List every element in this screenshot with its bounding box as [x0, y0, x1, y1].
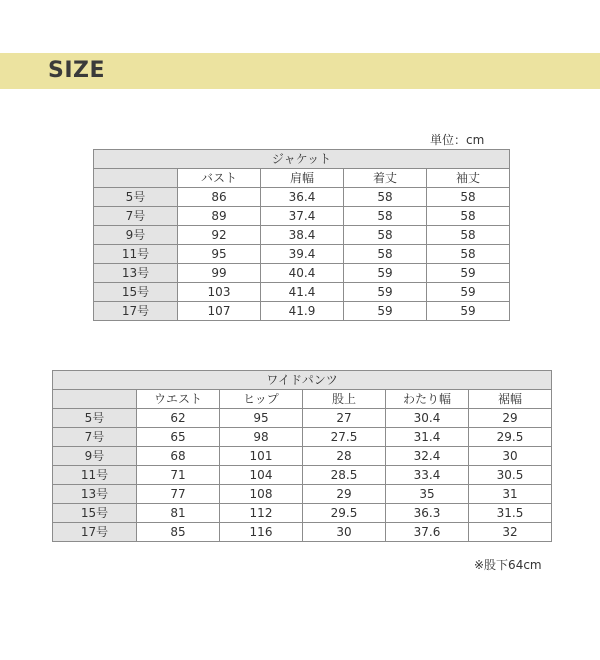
table-cell: 41.9: [261, 302, 344, 321]
table-cell: 41.4: [261, 283, 344, 302]
table-cell: 86: [178, 188, 261, 207]
table-cell: 32.4: [386, 447, 469, 466]
table-cell: 59: [427, 264, 510, 283]
row-header: 5号: [53, 409, 137, 428]
column-header: 股上: [303, 390, 386, 409]
table-cell: 31: [469, 485, 552, 504]
unit-label: 単位：cm: [430, 133, 485, 147]
jacket-size-table: [93, 149, 510, 321]
table-row: [53, 409, 552, 428]
row-header: 5号: [94, 188, 178, 207]
table-cell: 30: [303, 523, 386, 542]
row-header: 17号: [94, 302, 178, 321]
table-cell: 116: [220, 523, 303, 542]
table-cell: 104: [220, 466, 303, 485]
table-cell: 30.5: [469, 466, 552, 485]
table-cell: 71: [137, 466, 220, 485]
table-cell: 89: [178, 207, 261, 226]
table-cell: 58: [427, 245, 510, 264]
table-cell: 59: [344, 283, 427, 302]
table-row: [94, 207, 510, 226]
table-cell: 59: [344, 264, 427, 283]
table-row: [94, 264, 510, 283]
table-cell: 77: [137, 485, 220, 504]
row-header: 13号: [53, 485, 137, 504]
table-cell: 36.4: [261, 188, 344, 207]
table-cell: 40.4: [261, 264, 344, 283]
row-header: 11号: [94, 245, 178, 264]
size-banner: [0, 53, 600, 89]
table-cell: 58: [427, 226, 510, 245]
table-row: [94, 283, 510, 302]
table-cell: 99: [178, 264, 261, 283]
column-header: 着丈: [344, 169, 427, 188]
table-cell: 28.5: [303, 466, 386, 485]
table-cell: 59: [344, 302, 427, 321]
inseam-note: ※股下64cm: [474, 558, 542, 572]
table-corner-cell: [94, 169, 178, 188]
table-cell: 28: [303, 447, 386, 466]
table-cell: 95: [220, 409, 303, 428]
table-row: [53, 523, 552, 542]
row-header: 7号: [94, 207, 178, 226]
table-cell: 29: [469, 409, 552, 428]
jacket-table-caption: ジャケット: [94, 150, 510, 169]
table-cell: 59: [427, 302, 510, 321]
column-header: 裾幅: [469, 390, 552, 409]
table-cell: 58: [344, 207, 427, 226]
table-cell: 58: [344, 188, 427, 207]
table-cell: 58: [344, 226, 427, 245]
table-cell: 31.4: [386, 428, 469, 447]
table-row: [53, 466, 552, 485]
table-cell: 92: [178, 226, 261, 245]
table-cell: 37.6: [386, 523, 469, 542]
table-cell: 29.5: [303, 504, 386, 523]
table-row: [53, 504, 552, 523]
table-cell: 95: [178, 245, 261, 264]
column-header: バスト: [178, 169, 261, 188]
row-header: 7号: [53, 428, 137, 447]
table-cell: 62: [137, 409, 220, 428]
table-cell: 58: [344, 245, 427, 264]
table-cell: 31.5: [469, 504, 552, 523]
table-cell: 85: [137, 523, 220, 542]
table-row: [94, 226, 510, 245]
row-header: 15号: [53, 504, 137, 523]
pants-size-table: [52, 370, 552, 542]
table-cell: 108: [220, 485, 303, 504]
table-row: [94, 188, 510, 207]
table-cell: 103: [178, 283, 261, 302]
row-header: 13号: [94, 264, 178, 283]
table-row: [53, 485, 552, 504]
table-cell: 107: [178, 302, 261, 321]
row-header: 15号: [94, 283, 178, 302]
table-row: [53, 447, 552, 466]
column-header: 肩幅: [261, 169, 344, 188]
table-cell: 33.4: [386, 466, 469, 485]
table-cell: 68: [137, 447, 220, 466]
table-cell: 39.4: [261, 245, 344, 264]
table-cell: 112: [220, 504, 303, 523]
table-cell: 36.3: [386, 504, 469, 523]
table-cell: 29.5: [469, 428, 552, 447]
column-header: ヒップ: [220, 390, 303, 409]
table-cell: 35: [386, 485, 469, 504]
table-cell: 27: [303, 409, 386, 428]
column-header: わたり幅: [386, 390, 469, 409]
table-cell: 101: [220, 447, 303, 466]
table-cell: 32: [469, 523, 552, 542]
table-cell: 59: [427, 283, 510, 302]
table-cell: 58: [427, 207, 510, 226]
table-row: [53, 428, 552, 447]
table-corner-cell: [53, 390, 137, 409]
pants-table-caption: ワイドパンツ: [53, 371, 552, 390]
table-cell: 37.4: [261, 207, 344, 226]
table-cell: 27.5: [303, 428, 386, 447]
row-header: 9号: [53, 447, 137, 466]
table-cell: 38.4: [261, 226, 344, 245]
banner-title: SIZE: [48, 58, 106, 83]
row-header: 17号: [53, 523, 137, 542]
row-header: 9号: [94, 226, 178, 245]
row-header: 11号: [53, 466, 137, 485]
column-header: ウエスト: [137, 390, 220, 409]
table-row: [94, 302, 510, 321]
table-cell: 30: [469, 447, 552, 466]
column-header: 袖丈: [427, 169, 510, 188]
table-cell: 58: [427, 188, 510, 207]
table-cell: 65: [137, 428, 220, 447]
table-cell: 29: [303, 485, 386, 504]
table-cell: 98: [220, 428, 303, 447]
table-cell: 81: [137, 504, 220, 523]
table-cell: 30.4: [386, 409, 469, 428]
table-row: [94, 245, 510, 264]
